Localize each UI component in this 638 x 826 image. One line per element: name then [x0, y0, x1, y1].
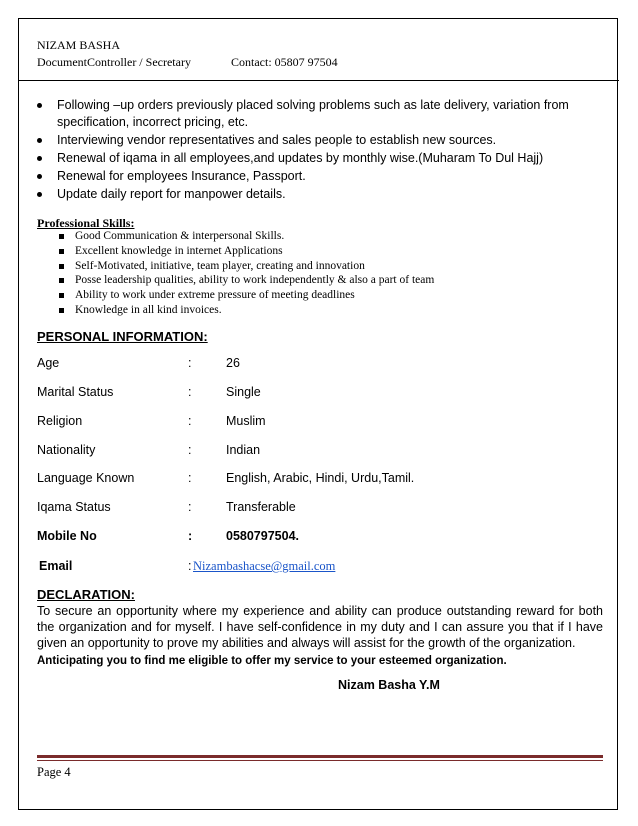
- skill-item: Ability to work under extreme pressure of meeting deadlines: [57, 288, 597, 303]
- info-row-iqama-status: [37, 500, 597, 518]
- duty-item: Update daily report for manpower details.: [33, 186, 603, 203]
- info-row-mobile: [37, 529, 597, 547]
- footer-thick-rule: [37, 755, 603, 758]
- personal-information-heading: PERSONAL INFORMATION:: [37, 329, 208, 344]
- info-label: Mobile No: [37, 529, 97, 543]
- info-colon: :: [188, 414, 192, 428]
- page-number: Page 4: [37, 765, 71, 779]
- bullet-icon: [37, 192, 42, 197]
- duties-list: [33, 97, 603, 204]
- info-label: Religion: [37, 414, 83, 428]
- info-colon: :: [188, 385, 192, 399]
- duty-item: Renewal for employees Insurance, Passport.: [33, 168, 603, 185]
- info-row-age: [37, 356, 597, 374]
- info-value: 0580797504.: [226, 529, 299, 543]
- info-value: English, Arabic, Hindi, Urdu,Tamil.: [226, 471, 415, 485]
- resume-page: [18, 18, 618, 810]
- info-colon: :: [188, 500, 192, 514]
- square-bullet-icon: [59, 308, 64, 313]
- header-role: DocumentController / Secretary: [37, 55, 191, 69]
- info-value: Indian: [226, 443, 261, 457]
- info-colon: :: [188, 443, 192, 457]
- info-row-religion: [37, 414, 597, 432]
- duty-item: Interviewing vendor representatives and sales people to establish new sources.: [33, 132, 603, 149]
- info-label: Nationality: [37, 443, 96, 457]
- square-bullet-icon: [59, 278, 64, 283]
- declaration-text: To secure an opportunity where my experience and ability can produce outstanding reward for both the organization and for myself. I have self-confidence in my duty and I can assure you that if I have given an opportunity to prove my abilities and always will assist for the growth of the organization.: [37, 604, 603, 650]
- square-bullet-icon: [59, 249, 64, 254]
- header-divider: [19, 80, 619, 81]
- email-label: Email: [39, 559, 73, 573]
- info-label: Iqama Status: [37, 500, 111, 514]
- info-row-nationality: [37, 443, 597, 461]
- skills-list: [57, 229, 597, 318]
- bullet-icon: [37, 103, 42, 108]
- info-colon: :: [188, 471, 192, 485]
- footer-thin-rule: [37, 760, 603, 761]
- declaration-heading: DECLARATION:: [37, 587, 135, 602]
- square-bullet-icon: [59, 293, 64, 298]
- info-label: Age: [37, 356, 60, 370]
- info-row-email: [37, 559, 597, 577]
- duty-item: Renewal of iqama in all employees,and updates by monthly wise.(Muharam To Dul Hajj): [33, 150, 603, 167]
- info-value: Muslim: [226, 414, 266, 428]
- anticipation-statement: Anticipating you to find me eligible to offer my service to your esteemed organization.: [37, 655, 507, 667]
- square-bullet-icon: [59, 264, 64, 269]
- info-label: Marital Status: [37, 385, 114, 399]
- info-row-marital-status: [37, 385, 597, 403]
- info-colon: :: [188, 559, 192, 573]
- skill-item: Self-Motivated, initiative, team player, creating and innovation: [57, 259, 597, 274]
- skill-item: Excellent knowledge in internet Applications: [57, 244, 597, 259]
- header-name: NIZAM BASHA: [37, 38, 121, 52]
- info-label: Language Known: [37, 471, 135, 485]
- signature-name: Nizam Basha Y.M: [338, 678, 440, 692]
- professional-skills-heading: Professional Skills:: [37, 216, 135, 230]
- info-value: Transferable: [226, 500, 296, 514]
- info-colon: :: [188, 356, 192, 370]
- skill-item: Posse leadership qualities, ability to work independently & also a part of team: [57, 273, 597, 288]
- info-row-language: [37, 471, 597, 489]
- skill-item: Knowledge in all kind invoices.: [57, 303, 597, 318]
- duty-item: Following –up orders previously placed solving problems such as late delivery, variation from specification, incorrect pricing, etc.: [33, 97, 603, 131]
- bullet-icon: [37, 138, 42, 143]
- email-link[interactable]: Nizambashacse@gmail.com: [193, 559, 336, 573]
- info-colon: :: [188, 529, 193, 543]
- square-bullet-icon: [59, 234, 64, 239]
- bullet-icon: [37, 156, 42, 161]
- skill-item: Good Communication & interpersonal Skills.: [57, 229, 597, 244]
- info-value: 26: [226, 356, 240, 370]
- header-contact: Contact: 05807 97504: [231, 55, 338, 69]
- bullet-icon: [37, 174, 42, 179]
- info-value: Single: [226, 385, 261, 399]
